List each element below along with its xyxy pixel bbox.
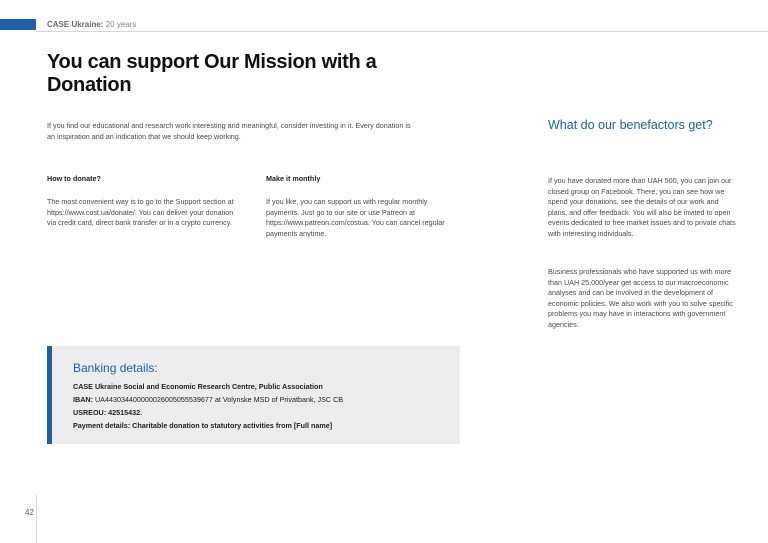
- make-it-monthly-text: If you like, you can support us with regular monthly payments. Just go to our site or use Patreon at https://www.patreon.com/costua. You can cancel regular payments anytime.: [266, 197, 445, 238]
- usreou-label: USREOU:: [73, 408, 107, 417]
- banking-iban: [73, 395, 343, 404]
- benefactors-paragraph-2: Business professionals who have supported us with more than UAH 25,000/year get access to our macroeconomic analyses and can be involved in the development of economic policies. We also work with you to solve specific problems you may have in interactions with government agencies.: [548, 267, 733, 329]
- header-divider: [36, 31, 768, 32]
- banking-usreou: [73, 408, 142, 417]
- payment-value: Charitable donation to statutory activities from [Full name]: [132, 421, 333, 430]
- usreou-value: 42515432.: [108, 408, 143, 417]
- benefactors-paragraph-1: If you have donated more than UAH 500, you can join our closed group on Facebook. There, you can see how we spend your donations, see the details of our work and plans, and offer feedback. You will also be invited to open events dedicated to free market issues and to private chats with interesting individuals.: [548, 176, 736, 238]
- iban-value: UA443034400000026005055539677 at Volynske MSD of Privatbank, JSC CB: [94, 395, 344, 404]
- banking-details-title: Banking details:: [73, 361, 158, 375]
- banking-details-box: [47, 346, 460, 444]
- header-accent-bar: [0, 19, 36, 30]
- footer-divider: [36, 495, 37, 543]
- page-number: 42: [25, 508, 34, 517]
- header-brand: CASE Ukraine:: [47, 20, 104, 29]
- banking-organization: CASE Ukraine Social and Economic Research Centre, Public Association: [73, 382, 323, 391]
- page-title: You can support Our Mission with a Donation: [47, 51, 377, 96]
- benefactors-heading: What do our benefactors get?: [548, 118, 713, 132]
- how-to-donate-heading: How to donate?: [47, 174, 101, 183]
- intro-paragraph: If you find our educational and research work interesting and meaningful, consider investing in it. Every donation is an inspiration and an indication that we should keep working.: [47, 121, 411, 141]
- running-header: [47, 20, 136, 29]
- how-to-donate-text: The most convenient way is to go to the Support section at https://www.cost.ua/donate/. You can deliver your donation via credit card, direct bank transfer or in a crypto currency.: [47, 197, 234, 228]
- banking-payment-details: [73, 421, 332, 430]
- iban-label: IBAN:: [73, 395, 93, 404]
- header-tagline: 20 years: [105, 20, 137, 29]
- banking-accent-bar: [47, 346, 52, 444]
- make-it-monthly-heading: Make it monthly: [266, 174, 321, 183]
- payment-label: Payment details:: [73, 421, 131, 430]
